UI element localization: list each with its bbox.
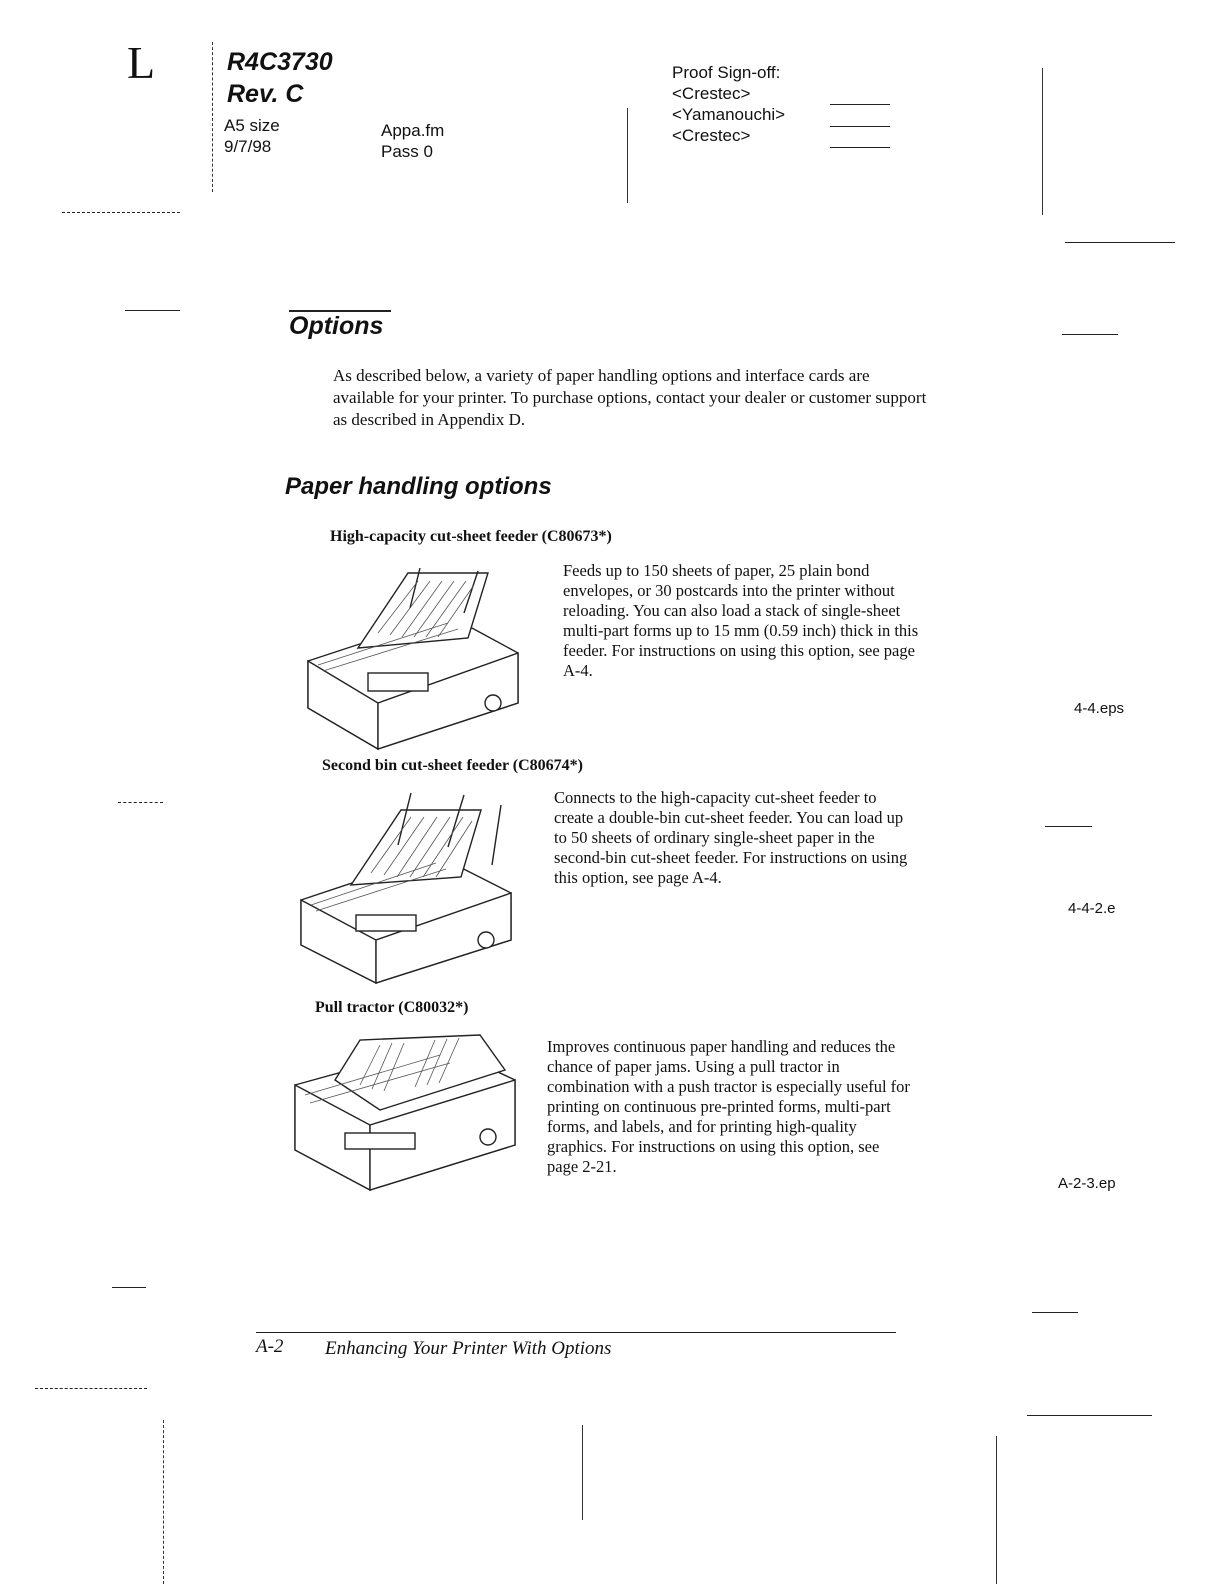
- paper-size: A5 size: [224, 116, 280, 135]
- footer-chapter-title: Enhancing Your Printer With Options: [325, 1338, 612, 1359]
- pass: Pass 0: [381, 142, 433, 161]
- date: 9/7/98: [224, 137, 272, 156]
- crop-mark: [1027, 1415, 1152, 1416]
- crop-mark: [112, 1287, 146, 1288]
- right-margin-line: [1042, 68, 1043, 215]
- signoff-line: [830, 147, 890, 148]
- item-description: Improves continuous paper handling and reduces the chance of paper jams. Using a pull tractor in combination with a push tractor is especially useful for printing on continuous pre-printed forms, multi-part forms, and labels, and for printing high-quality graphics. For instructions on using this option, see page 2-21.: [547, 1037, 910, 1176]
- footer-rule: [256, 1332, 896, 1333]
- crop-mark: [582, 1425, 583, 1520]
- crop-mark: [62, 212, 180, 213]
- page-title: Options: [289, 312, 384, 340]
- filename: Appa.fm: [381, 121, 445, 140]
- header-divider: [212, 42, 213, 192]
- intro-paragraph: As described below, a variety of paper handling options and interface cards are available for your printer. To purchase options, contact your dealer or customer support as described in Appendix D.: [333, 366, 927, 429]
- corner-letter: L: [127, 37, 156, 88]
- crop-mark: [163, 1420, 164, 1584]
- signoff-line: [830, 104, 890, 105]
- subsection-title: Paper handling options: [285, 473, 552, 500]
- item-label: Second bin cut-sheet feeder (C80674*): [322, 757, 584, 774]
- crop-mark: [1065, 242, 1175, 243]
- item-label: Pull tractor (C80032*): [315, 999, 469, 1016]
- revision: Rev. C: [227, 80, 304, 108]
- crop-mark: [118, 802, 163, 803]
- proof-title: Proof Sign-off:: [672, 63, 781, 82]
- second-bin-feeder-illustration: [296, 785, 526, 985]
- item-file: 4-4.eps: [1074, 700, 1125, 717]
- crop-mark: [1062, 334, 1118, 335]
- item-description: Connects to the high-capacity cut-sheet feeder to create a double-bin cut-sheet feeder. You can load up to 50 sheets of ordinary single-sheet paper in the second-bin cut-sheet feeder. For instructions on using this option, see page A-4.: [554, 788, 908, 887]
- proof-divider: [627, 108, 628, 203]
- item-label: High-capacity cut-sheet feeder (C80673*): [330, 528, 612, 545]
- pull-tractor-illustration: [290, 1025, 520, 1195]
- cut-sheet-feeder-illustration: [298, 553, 538, 753]
- proof-name: <Yamanouchi>: [672, 105, 786, 124]
- proof-name: <Crestec>: [672, 126, 751, 145]
- crop-mark: [996, 1436, 997, 1584]
- proof-name: <Crestec>: [672, 84, 751, 103]
- item-description: Feeds up to 150 sheets of paper, 25 plain bond envelopes, or 30 postcards into the printer without reloading. You can also load a stack of single-sheet multi-part forms up to 15 mm (0.59 inch) thick in this feeder. For instructions on using this option, see page A-4.: [563, 561, 919, 680]
- doc-code: R4C3730: [227, 48, 333, 76]
- footer-page-number: A-2: [256, 1336, 284, 1357]
- crop-mark: [1045, 826, 1092, 827]
- crop-mark: [35, 1388, 147, 1389]
- crop-mark: [125, 310, 180, 311]
- item-file: A-2-3.ep: [1058, 1175, 1116, 1192]
- item-file: 4-4-2.e: [1068, 900, 1116, 917]
- signoff-line: [830, 126, 890, 127]
- crop-mark: [1032, 1312, 1078, 1313]
